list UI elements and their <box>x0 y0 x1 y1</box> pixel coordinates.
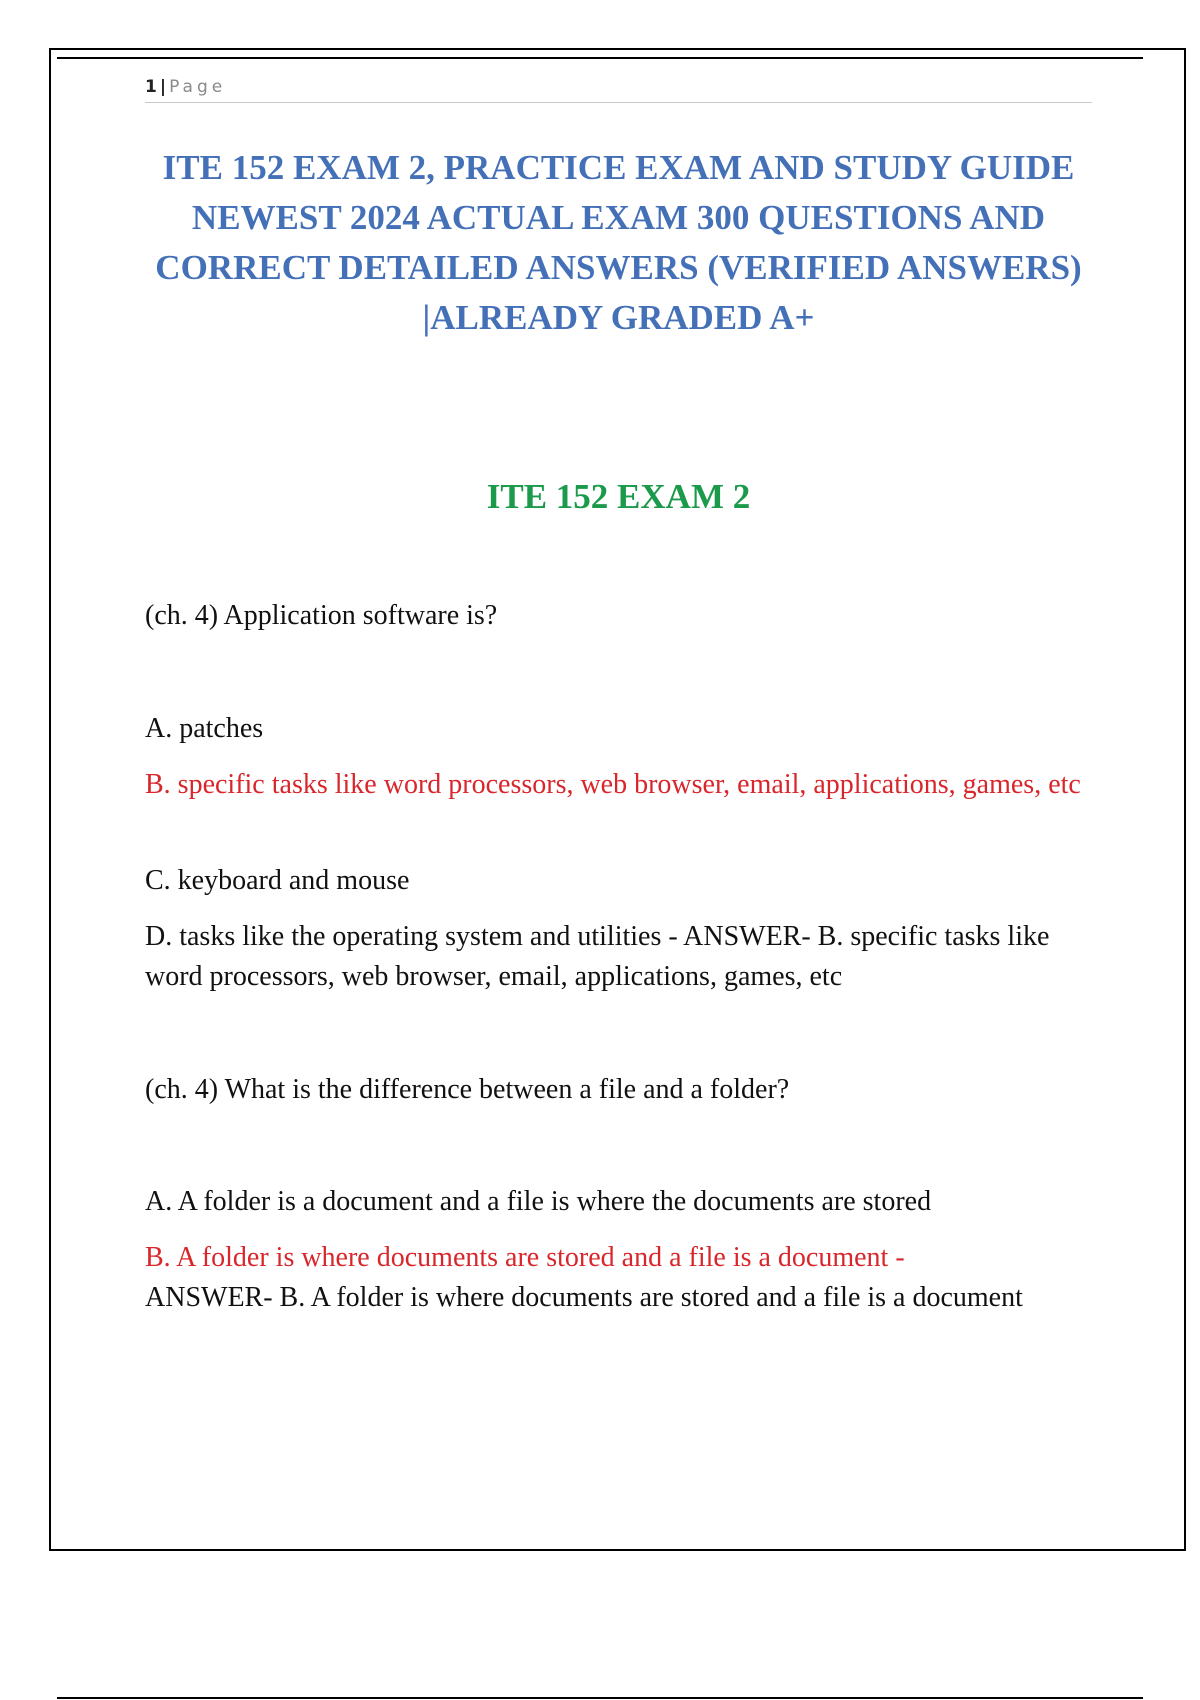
answer-option-d: D. tasks like the operating system and utilities - ANSWER- B. specific tasks like word processors, web browser, email, applications, games, etc <box>145 921 1050 992</box>
top-rule <box>57 57 1143 59</box>
correct-answer-text: B. A folder is where documents are stored and a file is a document - <box>145 1242 905 1273</box>
answer-option-a: A. patches <box>145 713 264 744</box>
bottom-rule <box>57 1697 1143 1699</box>
answer-option-c: C. keyboard and mouse <box>145 865 410 896</box>
document-title: ITE 152 EXAM 2, PRACTICE EXAM AND STUDY GUIDE NEWEST 2024 ACTUAL EXAM 300 QUESTIONS AND CORRECT DETAILED ANSWERS (VERIFIED ANSWERS) |ALREADY GRADED A+ <box>155 148 1082 337</box>
question-prompt: (ch. 4) What is the difference between a file and a folder? <box>145 1074 790 1105</box>
question-prompt: (ch. 4) Application software is? <box>145 600 498 631</box>
page-header <box>145 74 1092 103</box>
page-number: 1 <box>145 77 157 97</box>
answer-option-b-block <box>145 1238 1090 1318</box>
page-separator: | <box>159 77 167 97</box>
section-heading: ITE 152 EXAM 2 <box>486 477 751 516</box>
answer-option-a: A. A folder is a document and a file is where the documents are stored <box>145 1186 932 1217</box>
answer-option-b-correct: B. specific tasks like word processors, web browser, email, applications, games, etc <box>145 769 1081 800</box>
page-label: Page <box>169 77 227 97</box>
answer-note: ANSWER- B. A folder is where documents are stored and a file is a document <box>145 1282 1023 1313</box>
